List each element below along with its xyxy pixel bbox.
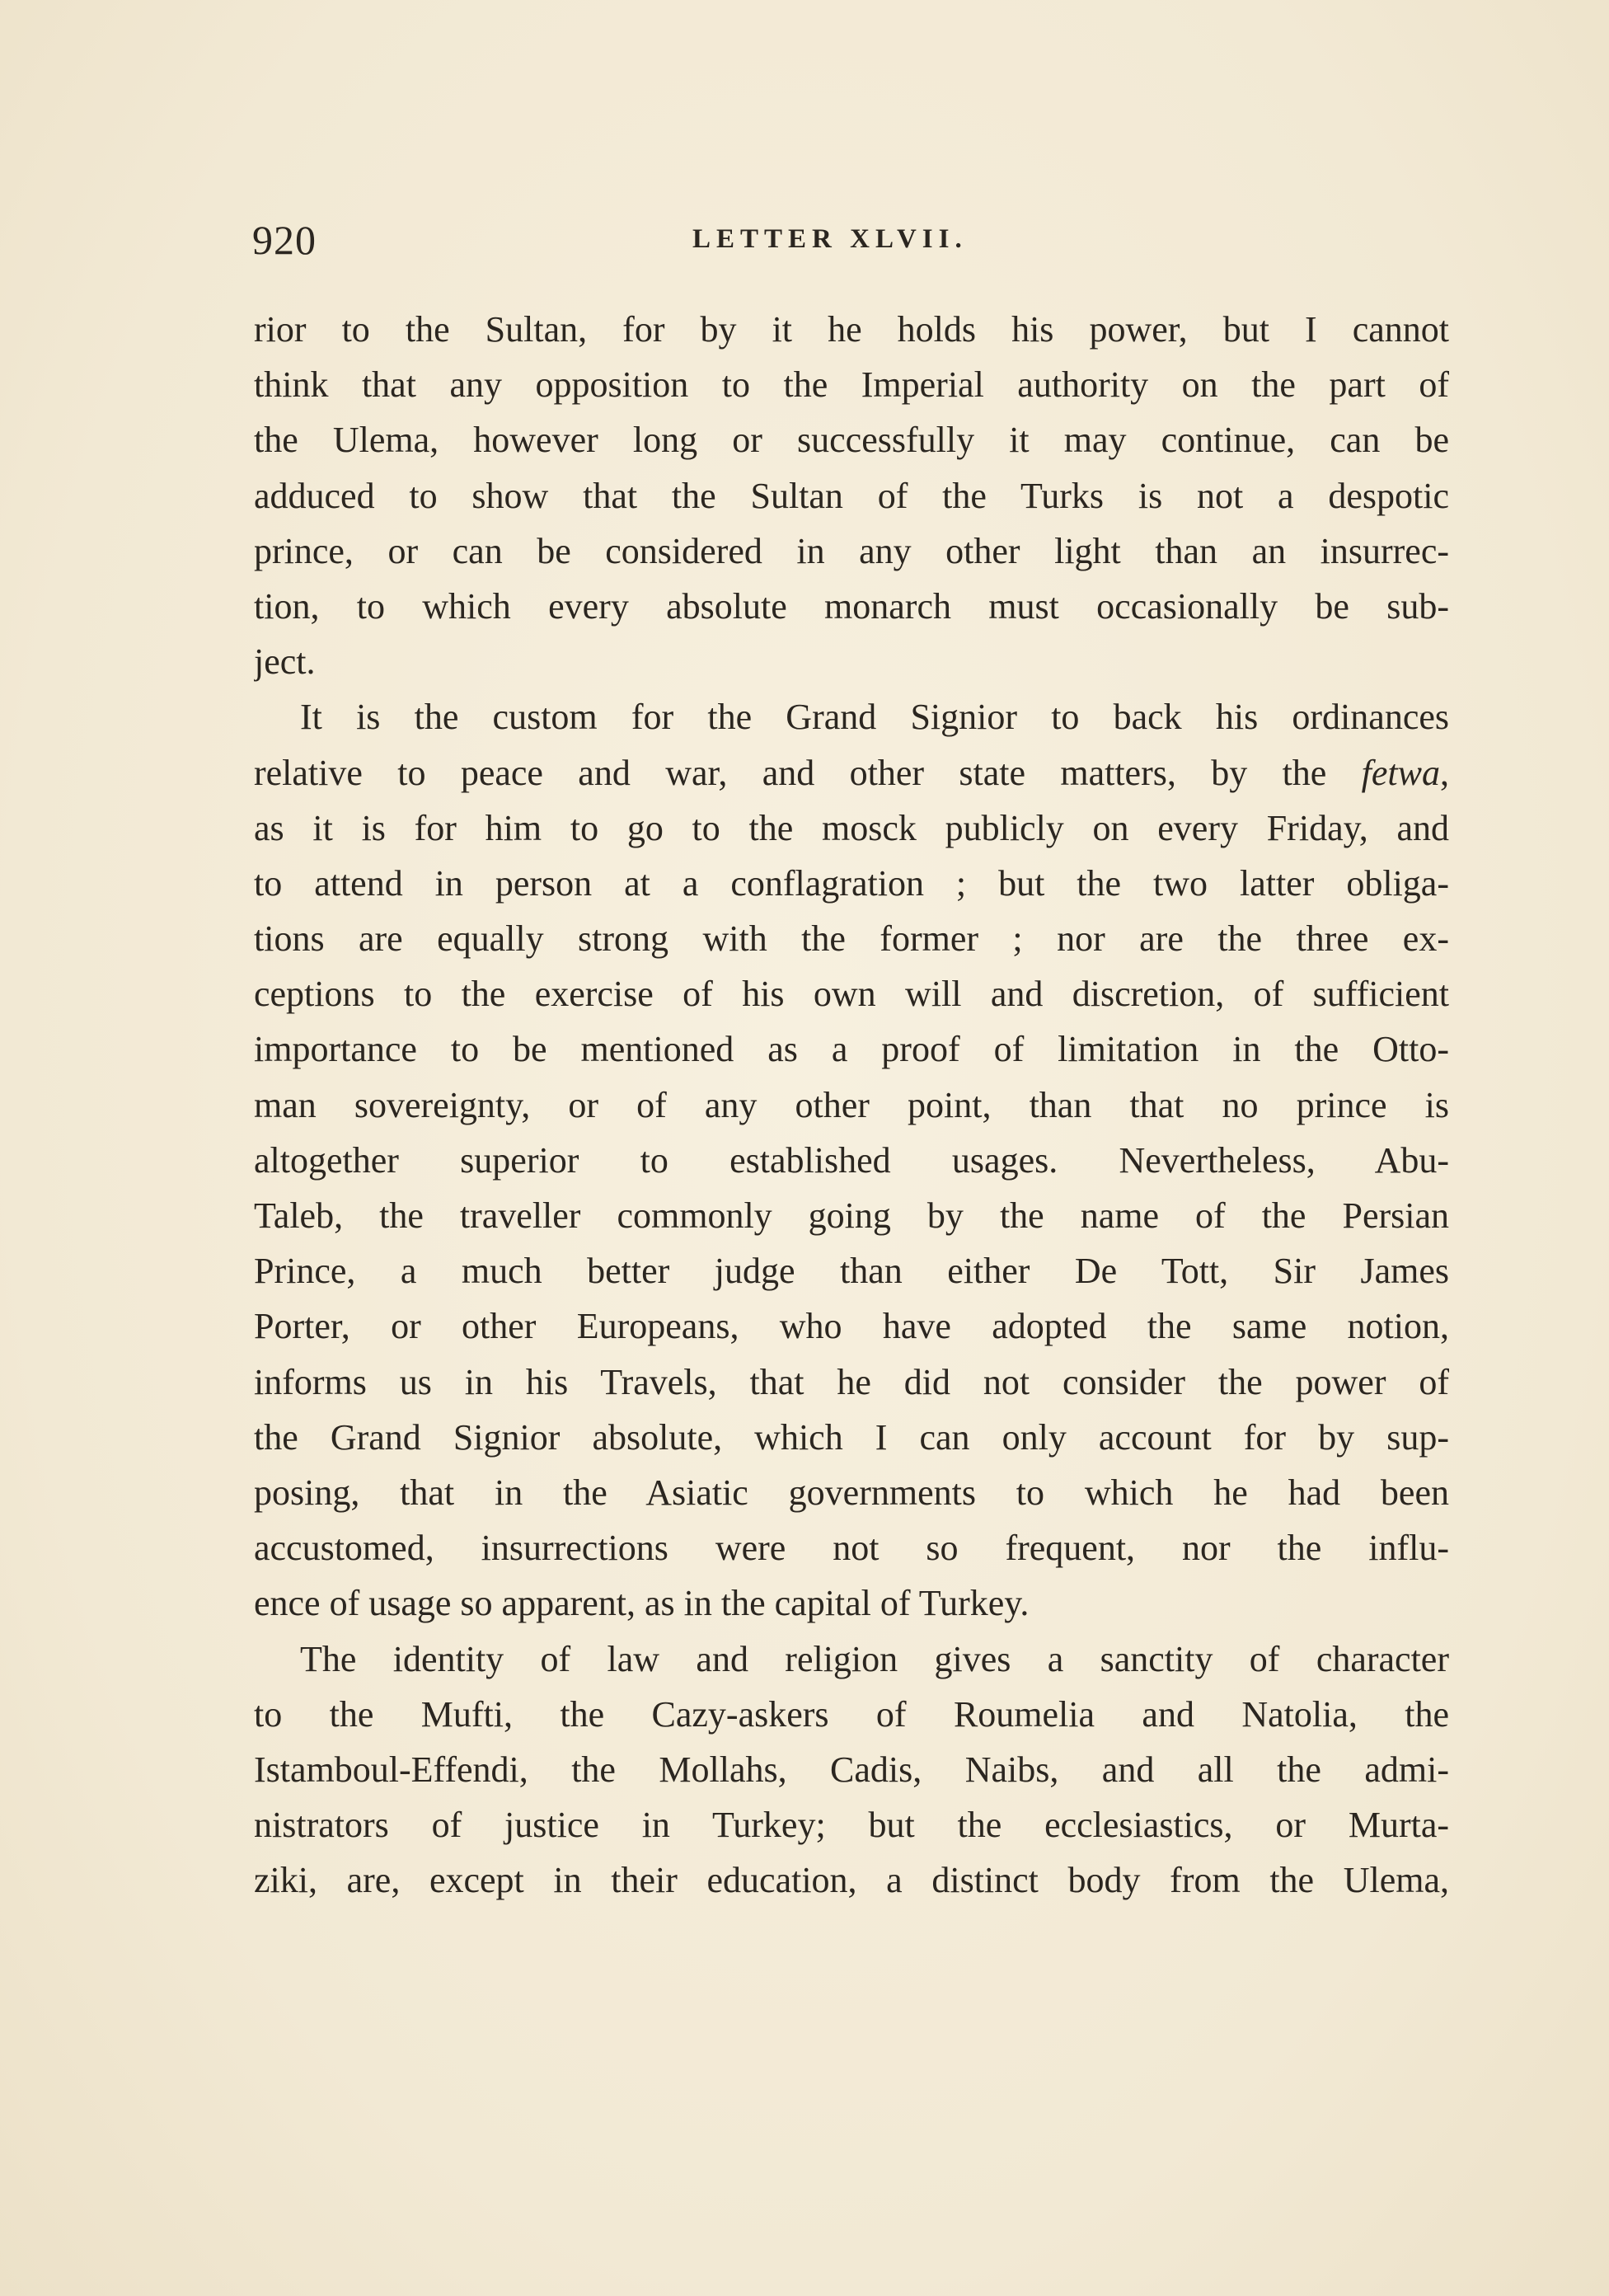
page-header <box>252 216 1449 265</box>
text-line: the Grand Signior absolute, which I can only account for by sup- <box>254 1416 1449 1458</box>
paragraph <box>254 1632 1449 1909</box>
body-text <box>254 302 1449 1908</box>
text-line: tions are equally strong with the former ; nor are the three ex- <box>254 918 1449 960</box>
text-line: nistrators of justice in Turkey; but the ecclesiastics, or Murta- <box>254 1805 1449 1846</box>
text-line: think that any opposition to the Imperial authority on the part of <box>254 364 1449 406</box>
text-line: Prince, a much better judge than either De Tott, Sir James <box>254 1251 1449 1292</box>
text-line: the Ulema, however long or successfully it may continue, can be <box>254 420 1449 461</box>
paragraph <box>254 689 1449 1631</box>
text-line: to attend in person at a conflagration ; but the two latter obliga- <box>254 862 1449 904</box>
text-line: ence of usage so apparent, as in the capital of Turkey. <box>254 1583 1030 1624</box>
text-line: Taleb, the traveller commonly going by the name of the Persian <box>254 1195 1449 1236</box>
text-line: ziki, are, except in their education, a distinct body from the Ulema, <box>254 1860 1449 1901</box>
text-line: informs us in his Travels, that he did not consider the power of <box>254 1361 1449 1402</box>
text-line: The identity of law and religion gives a sanctity of character <box>300 1638 1449 1679</box>
text-line: relative to peace and war, and other state matters, by the fetwa, <box>254 752 1449 793</box>
italic-term: fetwa <box>1361 752 1440 793</box>
text-line: adduced to show that the Sultan of the Turks is not a despotic <box>254 475 1449 516</box>
running-head: LETTER XLVII. <box>692 224 968 254</box>
text-line: prince, or can be considered in any other light than an insurrec- <box>254 530 1449 571</box>
text-line: rior to the Sultan, for by it he holds his power, but I cannot <box>254 309 1449 350</box>
text-line: tion, to which every absolute monarch must occasionally be sub- <box>254 585 1449 627</box>
text-line: Istamboul-Effendi, the Mollahs, Cadis, Naibs, and all the admi- <box>254 1749 1449 1790</box>
text-line: Porter, or other Europeans, who have adopted the same notion, <box>254 1306 1449 1347</box>
paragraph <box>254 302 1449 689</box>
text-line: ject. <box>254 641 316 683</box>
text-line: posing, that in the Asiatic governments to which he had been <box>254 1472 1449 1513</box>
text-line: as it is for him to go to the mosck publicly on every Friday, and <box>254 807 1449 848</box>
text-line: ceptions to the exercise of his own will and discretion, of sufficient <box>254 974 1449 1015</box>
text-line: importance to be mentioned as a proof of limitation in the Otto- <box>254 1029 1449 1070</box>
page-number: 920 <box>252 217 317 263</box>
text-line: altogether superior to established usages. Nevertheless, Abu- <box>254 1139 1449 1181</box>
text-line: accustomed, insurrections were not so frequent, nor the influ- <box>254 1528 1449 1569</box>
text-line: It is the custom for the Grand Signior to back his ordinances <box>300 697 1449 738</box>
text-line: man sovereignty, or of any other point, than that no prince is <box>254 1084 1449 1125</box>
text-line: to the Mufti, the Cazy-askers of Roumelia and Natolia, the <box>254 1693 1449 1735</box>
